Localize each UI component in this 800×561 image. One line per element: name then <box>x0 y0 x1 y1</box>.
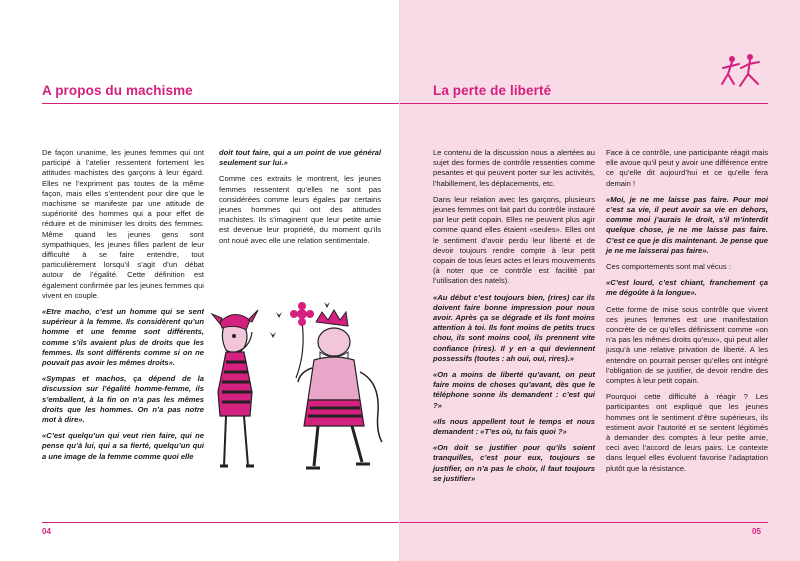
quote-paragraph: «Sympas et machos, ça dépend de la discussion sur l’égalité homme-femme, ils s’emballent, à la fin on n’a pas les mêmes droits que les hommes. On n’a pas notre mot à dire». <box>42 374 204 425</box>
left-footer-rule <box>42 522 400 523</box>
body-paragraph: Ces comportements sont mal vécus : <box>606 262 731 272</box>
quote-paragraph: «Ils nous appellent tout le temps et nous demandent : «T’es où, tu fais quoi ?» <box>433 416 595 437</box>
right-title-rule <box>400 103 768 104</box>
body-paragraph: Comme ces extraits le montrent, les jeunes femmes ressentent qu’elles ne sont pas considérées comme leurs égales par certains jeunes hommes qui ont des attitudes machistes. Ils s’imaginent que leur petite amie est devenue leur propriété, du moment qu’ils ont noué avec elle une relation sentimentale. <box>219 174 381 245</box>
left-column-2 <box>219 148 381 252</box>
quote-paragraph: «Au début c’est toujours bien, (rires) car ils doivent faire bonne impression pour nous avoir. Après ça se dégrade et ils font moins attention à toi. Ils font moins de petits trucs chou, ils sont moins cool, ils prennent vite confiance (rires). Il y en a qui deviennent possessifs (toutes : ah oui, oui, rires).» <box>433 292 595 363</box>
girl-figure <box>212 310 258 466</box>
quote-paragraph: «C’est lourd, c’est chiant, franchement ça me dégoûte à la longue». <box>606 278 768 298</box>
right-page <box>400 0 800 561</box>
left-page-title: A propos du machisme <box>42 83 193 98</box>
right-page-number: 05 <box>752 527 761 536</box>
quote-paragraph: «On a moins de liberté qu’avant, on peut faire moins de choses qu’avant, dès que le téléphone sonne ils demandent : c’est qui ?» <box>433 370 595 410</box>
quote-paragraph: «C’est quelqu’un qui veut rien faire, qui ne pense qu’à lui, qui a sa fierté, quelqu’un qui a une image de la femme comme quoi elle <box>42 431 204 461</box>
right-page-title: La perte de liberté <box>433 83 552 98</box>
left-page-number: 04 <box>42 527 51 536</box>
body-paragraph: Pourquoi cette difficulté à réagir ? Les participantes ont expliqué que les jeunes hommes ont le sentiment d’être supérieurs, ils estiment avoir l’autorité et se sentent légitimés à demander des comptes à leur petite amie, ceci avec l’accord de leurs pairs. Le contexte dans lequel elles évoluent favorise l’adaptation plutôt que la résistance. <box>606 392 768 473</box>
right-footer-rule <box>400 522 768 523</box>
left-title-rule <box>42 103 400 104</box>
right-column-2 <box>606 148 768 480</box>
body-paragraph: Le contenu de la discussion nous a alertées au sujet des formes de contrôle ressenties comme pesantes et qui peuvent porter sur les activités, l’habillement, les déplacements, etc. <box>433 148 595 188</box>
quote-paragraph: «Etre macho, c’est un homme qui se sent supérieur à la femme. Ils considèrent qu’un homme et une femme sont différents, comme s’ils avaient plus de droits que les femmes. Ils sont différents comme si on ne pouvait pas avoir les mêmes droits». <box>42 307 204 368</box>
quote-paragraph: doit tout faire, qui a un point de vue général seulement sur lui.» <box>219 148 381 168</box>
body-paragraph: De façon unanime, les jeunes femmes qui ont participé à l’atelier ressentent fortement les attitudes machistes des garçons à leur égard. Elles ne l’expriment pas toutes de la même façon, mais elles s’entendent pour dire que le machisme se manifeste par une attitude de supériorité des hommes qui a pour effet de réduire et de minimiser les droits des femmes. Même quand les jeunes gens sont sympathiques, les jeunes filles parlent de leur difficulté à se faire entendre, tout particulièrement lorsqu’il s’agit d’un débat autour de l’égalité. Cette définition est également confirmée par les jeunes femmes qui vivent en couple. <box>42 148 204 300</box>
right-column-1 <box>433 148 595 490</box>
body-paragraph: Face à ce contrôle, une participante réagit mais elle avoue qu’il peut y avoir une différence entre ce qu’elle dit aujourd’hui et ce qu’elle fera demain ! <box>606 148 768 188</box>
body-paragraph: Cette forme de mise sous contrôle que vivent ces jeunes femmes est une manifestation concrète de ce qu’elles définissent comme «on n’a pas les mêmes droits qu’eux», qui peut aller jusqu’à une relative privation de liberté. A les entendre on pourrait penser qu’elles ont intégré l’obligation de se justifier, de devoir rendre des comptes à leur petit copain. <box>606 304 768 386</box>
king-figure <box>298 310 382 468</box>
couple-illustration <box>206 292 396 482</box>
quote-paragraph: «Moi, je ne me laisse pas faire. Pour moi c’est sa vie, il peut avoir sa vie en dehors, comme moi j’aurais le droit, s’il m’interdit quelque chose, je ne me laisse pas faire. C’est ce que je dis maintenant. Je pense que je ne me laisserai pas faire». <box>606 194 768 255</box>
body-paragraph: Dans leur relation avec les garçons, plusieurs jeunes femmes ont fait part du contrôle instauré par leur petit copain. Elles ne peuvent plus agir comme quand elles étaient «seules». Elles ont le sentiment d’avoir perdu leur liberté et de devoir toujours rendre compte à leur petit copain de tous leurs actes et leurs mouvements (à noter que ce contrôle est facilité par l’utilisation des natels). <box>433 194 595 286</box>
quote-paragraph: «On doit se justifier pour qu’ils soient tranquilles, c’est pour eux, toujours se justifier, on n’a pas le choix, il faut toujours se justifier» <box>433 443 595 483</box>
running-figures-logo <box>718 52 768 92</box>
left-column-1 <box>42 148 204 468</box>
